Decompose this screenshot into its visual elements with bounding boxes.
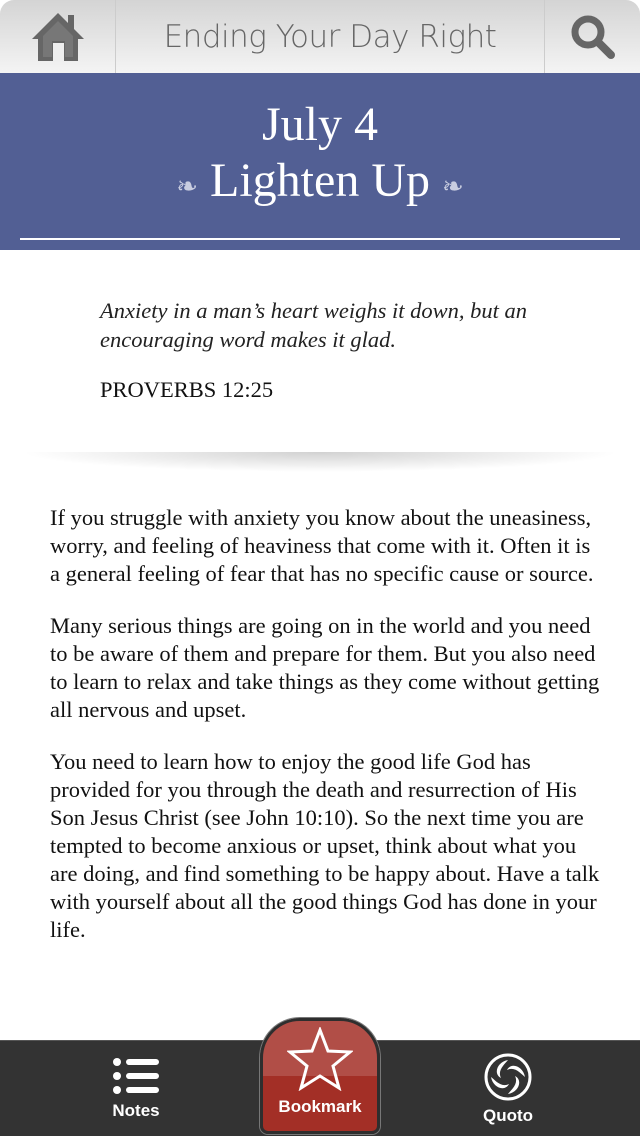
list-icon [112, 1057, 160, 1097]
quoto-label: Quoto [482, 1106, 534, 1125]
star-icon [287, 1027, 353, 1091]
divider [20, 238, 620, 240]
devotional-date: July 4 [261, 98, 378, 151]
flourish-right-icon: ❧ [441, 171, 464, 201]
search-button[interactable] [545, 0, 640, 73]
flourish-left-icon: ❧ [176, 171, 199, 201]
bookmark-button[interactable] [260, 1018, 380, 1134]
devotional-body [50, 504, 600, 968]
notes-tab[interactable] [86, 1041, 186, 1137]
search-icon [569, 13, 617, 61]
paragraph: Many serious things are going on in the world and you need to be aware of them and prepare for them. But you also need to learn to relax and take things as they come without getting all nervous and upset. [50, 613, 600, 722]
home-icon [28, 9, 88, 65]
quoto-logo-icon [483, 1052, 533, 1102]
notes-label: Notes [112, 1101, 160, 1120]
top-nav-bar [0, 0, 640, 73]
devotional-title: Lighten Up [210, 154, 430, 207]
scripture-reference: PROVERBS 12:25 [100, 377, 274, 402]
home-button[interactable] [0, 0, 115, 73]
devotional-title-row [0, 153, 640, 208]
section-divider [20, 452, 620, 472]
quoto-tab[interactable] [458, 1041, 558, 1137]
day-banner [0, 73, 640, 250]
paragraph: You need to learn how to enjoy the good life God has provided for you through the death and resurrection of His Son Jesus Christ (see John 10:10). So the next time you are tempted to become anxious or upset, think about what you are doing, and find something to be happy about. Have a talk with yourself about all the good things God has done in your life. [50, 749, 600, 942]
paragraph: If you struggle with anxiety you know about the uneasiness, worry, and feeling of heaviness that come with it. Often it is a general feeling of fear that has no specific cause or source. [50, 505, 594, 586]
scripture-verse: Anxiety in a man’s heart weighs it down, but an encouraging word makes it glad. [100, 298, 528, 352]
page-title: Ending Your Day Right [115, 0, 545, 73]
bookmark-label: Bookmark [278, 1097, 362, 1116]
